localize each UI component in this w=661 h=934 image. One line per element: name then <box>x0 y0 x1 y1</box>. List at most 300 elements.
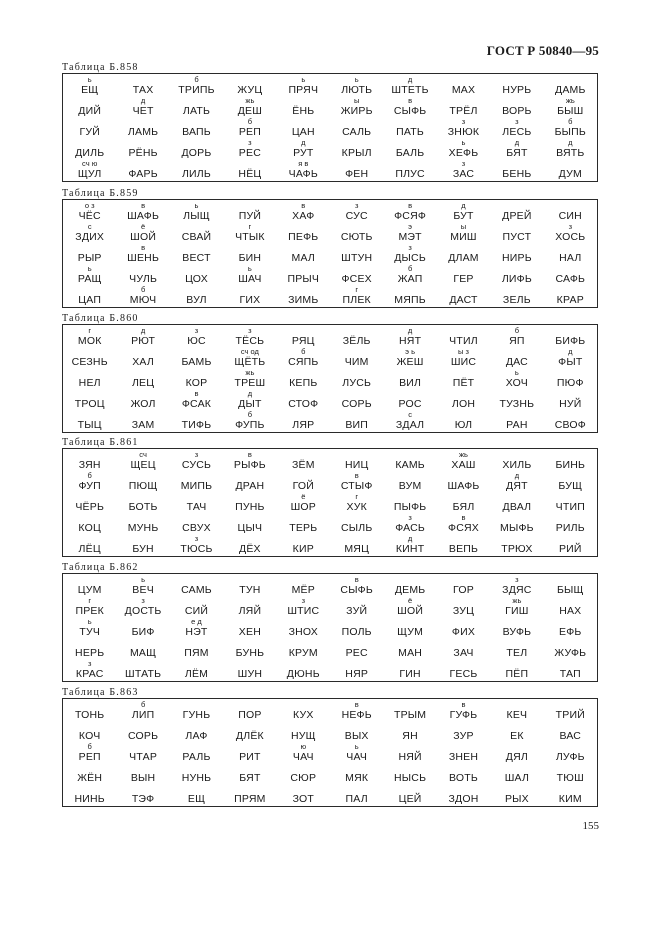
variant-mark <box>63 639 116 647</box>
word: ПАТЬ <box>396 126 425 138</box>
word-cell <box>223 202 276 223</box>
word: БЫШ <box>557 105 584 117</box>
word: СУС <box>345 210 368 222</box>
word-cell <box>544 76 597 97</box>
word-cell <box>544 244 597 265</box>
word-cell <box>277 118 330 139</box>
variant-mark: о з <box>84 201 95 210</box>
variant-mark <box>63 369 116 377</box>
word: РАЩ <box>77 273 102 285</box>
word: ФЕН <box>345 168 369 180</box>
word: ФАРЬ <box>128 168 158 180</box>
word: СИН <box>558 210 582 222</box>
word: ТРЕШ <box>234 377 266 389</box>
word-cell <box>116 369 169 390</box>
word: СОРЬ <box>127 730 159 742</box>
word: ПЁТ <box>452 377 475 389</box>
word: РЕС <box>345 647 368 659</box>
word: СТОФ <box>288 398 319 410</box>
word: ШАФЬ <box>447 480 480 492</box>
word-cell <box>277 743 330 764</box>
word-cell <box>116 743 169 764</box>
variant-mark <box>437 576 490 584</box>
word: ШТАТЬ <box>125 668 162 680</box>
variant-mark <box>170 639 223 647</box>
word-cell <box>116 785 169 806</box>
variant-mark: з <box>194 450 199 459</box>
word-cell <box>330 514 383 535</box>
variant-mark: в <box>141 243 146 252</box>
word: МЫФЬ <box>500 522 534 534</box>
variant-mark <box>116 722 169 730</box>
word-cell <box>116 76 169 97</box>
variant-mark <box>330 160 383 168</box>
word-cell <box>490 76 543 97</box>
word: ЦАП <box>78 294 102 306</box>
word: ЦЫЧ <box>237 522 263 534</box>
variant-mark <box>116 493 169 501</box>
word-cell <box>170 493 223 514</box>
word: ЧЕТ <box>132 105 154 117</box>
variant-mark <box>544 244 597 252</box>
word-cell <box>277 76 330 97</box>
word-cell <box>330 139 383 160</box>
word-cell <box>116 618 169 639</box>
word: ТУЧ <box>79 626 101 638</box>
word-cell <box>437 535 490 556</box>
word: ШЕНЬ <box>127 252 160 264</box>
word: НЕФЬ <box>341 709 372 721</box>
word: ТЮШ <box>556 772 584 784</box>
table-box <box>62 324 598 433</box>
word: МИПЬ <box>180 480 213 492</box>
word-cell <box>277 223 330 244</box>
variant-mark: з <box>301 596 306 605</box>
word-cell <box>544 743 597 764</box>
word-cell <box>277 639 330 660</box>
word: ШОЙ <box>130 231 157 243</box>
variant-mark <box>544 160 597 168</box>
variant-mark <box>63 514 116 522</box>
variant-mark <box>63 348 116 356</box>
table-row <box>63 348 597 369</box>
word-cell <box>63 411 116 432</box>
word-cell <box>490 244 543 265</box>
variant-mark <box>437 244 490 252</box>
variant-mark: з <box>87 659 92 668</box>
word-cell <box>170 160 223 181</box>
variant-mark: в <box>408 96 413 105</box>
variant-mark <box>437 286 490 294</box>
variant-mark: з <box>248 138 252 147</box>
variant-mark <box>116 785 169 793</box>
variant-mark <box>490 514 543 522</box>
word-cell <box>383 97 436 118</box>
word: ЮС <box>187 335 206 347</box>
variant-mark: в <box>247 450 252 459</box>
word-cell <box>116 348 169 369</box>
word-cell <box>330 535 383 556</box>
word-cell <box>170 411 223 432</box>
table-row <box>63 576 597 597</box>
word-cell <box>490 764 543 785</box>
word-cell <box>116 514 169 535</box>
word-cell <box>63 743 116 764</box>
table-row <box>63 701 597 722</box>
variant-mark <box>277 451 330 459</box>
word-cell <box>223 701 276 722</box>
word: ЛЕСЬ <box>502 126 532 138</box>
table-row <box>63 286 597 307</box>
variant-mark <box>223 701 276 709</box>
word: МЯК <box>345 772 369 784</box>
variant-mark <box>437 472 490 480</box>
variant-mark: в <box>461 513 466 522</box>
word-cell <box>383 139 436 160</box>
word-cell <box>63 576 116 597</box>
word-cell <box>383 514 436 535</box>
variant-mark <box>277 390 330 398</box>
word-cell <box>544 118 597 139</box>
word: ПАЛ <box>345 793 368 805</box>
word-table <box>62 437 598 557</box>
variant-mark <box>277 576 330 584</box>
variant-mark: ь <box>87 264 92 273</box>
word-cell <box>330 451 383 472</box>
word: ДЕШ <box>237 105 263 117</box>
word: БЕНЬ <box>502 168 532 180</box>
word-cell <box>544 411 597 432</box>
word-cell <box>277 785 330 806</box>
word: СЫЛЬ <box>340 522 373 534</box>
word-cell <box>223 390 276 411</box>
word: ЖУЦ <box>237 84 263 96</box>
word: ЯП <box>509 335 525 347</box>
word: ХАШ <box>451 459 476 471</box>
variant-mark <box>383 576 436 584</box>
word: ТРИЙ <box>555 709 585 721</box>
word-cell <box>223 764 276 785</box>
variant-mark: б <box>194 75 199 84</box>
variant-mark <box>383 139 436 147</box>
word: ФСЕХ <box>341 273 372 285</box>
word-cell <box>437 660 490 681</box>
word: ШОР <box>290 501 316 513</box>
word-cell <box>544 97 597 118</box>
variant-mark <box>544 743 597 751</box>
word-cell <box>544 202 597 223</box>
word: ЕФЬ <box>559 626 582 638</box>
word: ТЕРЬ <box>289 522 318 534</box>
variant-mark: в <box>354 575 359 584</box>
variant-mark <box>223 576 276 584</box>
variant-mark <box>170 265 223 273</box>
variant-mark: э <box>408 222 412 231</box>
word-cell <box>116 118 169 139</box>
word-cell <box>170 535 223 556</box>
variant-mark <box>383 660 436 668</box>
word-cell <box>330 764 383 785</box>
word-cell <box>63 764 116 785</box>
word-cell <box>437 244 490 265</box>
word: РЫР <box>77 252 102 264</box>
word-cell <box>383 160 436 181</box>
variant-mark <box>544 722 597 730</box>
variant-mark: с <box>408 410 412 419</box>
variant-mark <box>223 618 276 626</box>
variant-mark <box>116 411 169 419</box>
word: ДВАЛ <box>502 501 532 513</box>
word: ШАФЬ <box>127 210 160 222</box>
table-row <box>63 390 597 411</box>
word-cell <box>170 202 223 223</box>
variant-mark <box>490 160 543 168</box>
word: ШУН <box>237 668 263 680</box>
word: НЯР <box>345 668 369 680</box>
word: РОС <box>398 398 422 410</box>
variant-mark <box>170 514 223 522</box>
word: БУТ <box>453 210 474 222</box>
variant-mark <box>383 785 436 793</box>
variant-mark <box>330 785 383 793</box>
table-row <box>63 660 597 681</box>
table-caption: Таблица Б.862 <box>62 562 139 573</box>
word-cell <box>544 223 597 244</box>
variant-mark: я в <box>298 159 309 168</box>
variant-mark: д <box>407 75 413 84</box>
variant-mark <box>490 97 543 105</box>
word: ПЮФ <box>556 377 584 389</box>
variant-mark <box>116 348 169 356</box>
variant-mark <box>63 785 116 793</box>
variant-mark: жь <box>245 96 255 105</box>
table-caption: Таблица Б.863 <box>62 687 139 698</box>
word-cell <box>223 472 276 493</box>
word: ТЁСЬ <box>235 335 265 347</box>
word: ШАЧ <box>238 273 262 285</box>
word: ЛЁЦ <box>78 543 101 555</box>
variant-mark: д <box>568 138 573 147</box>
word: МАЛ <box>291 252 316 264</box>
word: ДЁХ <box>239 543 261 555</box>
word-cell <box>170 390 223 411</box>
word: ВЫН <box>130 772 156 784</box>
word-cell <box>277 244 330 265</box>
word-cell <box>170 660 223 681</box>
page-header: ГОСТ Р 50840—95 <box>486 43 599 58</box>
word-cell <box>383 597 436 618</box>
word-cell <box>437 202 490 223</box>
word: НИНЬ <box>74 793 105 805</box>
variant-mark <box>490 493 543 501</box>
variant-mark: жь <box>245 368 255 377</box>
variant-mark: ь <box>301 75 306 84</box>
variant-mark <box>437 639 490 647</box>
variant-mark <box>223 76 276 84</box>
word-cell <box>170 97 223 118</box>
variant-mark <box>63 390 116 398</box>
word-cell <box>223 493 276 514</box>
word-cell <box>277 369 330 390</box>
variant-mark <box>330 223 383 231</box>
word-cell <box>490 722 543 743</box>
word: ГИН <box>399 668 421 680</box>
variant-mark <box>383 701 436 709</box>
word-cell <box>383 411 436 432</box>
word-cell <box>277 514 330 535</box>
word: БАМЬ <box>181 356 212 368</box>
word-cell <box>490 369 543 390</box>
word: СЕЗНЬ <box>71 356 108 368</box>
word-cell <box>330 701 383 722</box>
word: ЗАС <box>452 168 475 180</box>
variant-mark <box>170 785 223 793</box>
variant-mark <box>170 411 223 419</box>
word: БЯТ <box>239 772 261 784</box>
table-row <box>63 785 597 806</box>
variant-mark: ь <box>461 138 466 147</box>
word: ВАС <box>559 730 582 742</box>
word-cell <box>63 265 116 286</box>
word-cell <box>490 327 543 348</box>
word-cell <box>383 223 436 244</box>
variant-mark <box>116 139 169 147</box>
variant-mark: д <box>514 471 520 480</box>
word-cell <box>170 118 223 139</box>
table-row <box>63 139 597 160</box>
word-cell <box>544 265 597 286</box>
word: НЭТ <box>185 626 208 638</box>
variant-mark <box>277 369 330 377</box>
word-cell <box>437 327 490 348</box>
table-row <box>63 76 597 97</box>
variant-mark <box>490 286 543 294</box>
word-cell <box>63 535 116 556</box>
variant-mark: ю <box>300 742 307 751</box>
variant-mark <box>63 411 116 419</box>
word-cell <box>223 514 276 535</box>
word-cell <box>383 493 436 514</box>
word-cell <box>277 535 330 556</box>
word-cell <box>330 493 383 514</box>
word: ТРИПЬ <box>178 84 215 96</box>
variant-mark <box>277 639 330 647</box>
variant-mark: ь <box>194 201 199 210</box>
word-cell <box>544 369 597 390</box>
variant-mark: б <box>87 471 92 480</box>
word: ТАЧ <box>186 501 207 513</box>
word-cell <box>170 514 223 535</box>
variant-mark <box>330 639 383 647</box>
variant-mark <box>223 160 276 168</box>
word-cell <box>63 618 116 639</box>
word-cell <box>116 764 169 785</box>
word: КОР <box>185 377 208 389</box>
variant-mark: сч ю <box>82 159 98 168</box>
word: ПЛЕК <box>342 294 371 306</box>
variant-mark: б <box>247 117 253 126</box>
variant-mark <box>116 535 169 543</box>
variant-mark: жь <box>565 96 575 105</box>
variant-mark <box>544 76 597 84</box>
word-cell <box>63 472 116 493</box>
variant-mark <box>223 722 276 730</box>
word-cell <box>383 618 436 639</box>
word-cell <box>490 514 543 535</box>
variant-mark <box>63 535 116 543</box>
word-cell <box>490 701 543 722</box>
variant-mark <box>437 597 490 605</box>
word-cell <box>330 369 383 390</box>
variant-mark: б <box>301 347 306 356</box>
word-cell <box>383 701 436 722</box>
word-cell <box>170 451 223 472</box>
word-cell <box>330 286 383 307</box>
variant-mark <box>277 472 330 480</box>
variant-mark <box>383 493 436 501</box>
variant-mark <box>490 265 543 273</box>
variant-mark <box>544 327 597 335</box>
variant-mark <box>277 722 330 730</box>
word: ДАМЬ <box>555 84 586 96</box>
word-cell <box>63 160 116 181</box>
word: ДАС <box>505 356 528 368</box>
word-cell <box>223 327 276 348</box>
word-cell <box>544 514 597 535</box>
word-cell <box>383 348 436 369</box>
variant-mark <box>437 660 490 668</box>
word-cell <box>437 265 490 286</box>
word-cell <box>437 369 490 390</box>
word-cell <box>330 244 383 265</box>
word: НАЛ <box>559 252 582 264</box>
variant-mark <box>116 160 169 168</box>
variant-mark <box>383 618 436 626</box>
word: ЛЕЦ <box>131 377 155 389</box>
word: ЗЕЛЬ <box>502 294 531 306</box>
word: ЧАФЬ <box>288 168 318 180</box>
word-cell <box>437 472 490 493</box>
word: САЛЬ <box>342 126 372 138</box>
variant-mark: д <box>514 138 520 147</box>
word: БУН <box>132 543 154 555</box>
variant-mark: д <box>247 389 253 398</box>
word: ПРЫЧ <box>287 273 320 285</box>
variant-mark <box>330 411 383 419</box>
word-cell <box>437 493 490 514</box>
word: ЕЩ <box>81 84 99 96</box>
word-cell <box>116 411 169 432</box>
word-cell <box>330 76 383 97</box>
word: ФСАК <box>181 398 212 410</box>
word: КРУМ <box>288 647 318 659</box>
variant-mark <box>544 411 597 419</box>
word-cell <box>437 701 490 722</box>
word-cell <box>437 223 490 244</box>
word-cell <box>490 97 543 118</box>
word-cell <box>383 722 436 743</box>
word: БЫПЬ <box>554 126 587 138</box>
word-cell <box>330 390 383 411</box>
word: КАМЬ <box>395 459 425 471</box>
word: ЩЕЦ <box>130 459 156 471</box>
word: ТУЗНЬ <box>499 398 535 410</box>
variant-mark: г <box>88 326 92 335</box>
word: РЫФЬ <box>233 459 266 471</box>
table-row <box>63 493 597 514</box>
variant-mark: з <box>461 117 466 126</box>
word-cell <box>383 764 436 785</box>
